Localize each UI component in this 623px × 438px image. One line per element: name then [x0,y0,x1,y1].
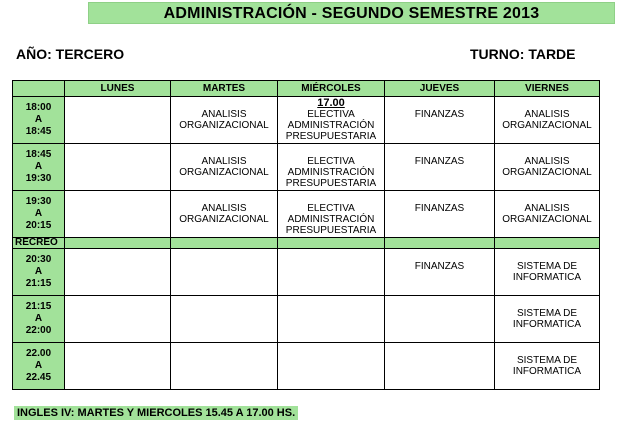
cell-text [171,343,277,355]
cell-text [278,343,384,355]
cell-viernes [495,249,600,296]
cell-jueves [385,191,495,238]
cell-lunes [65,249,171,296]
cell-text [278,296,384,308]
cell-text: ELECTIVA ADMINISTRACIÓN PRESUPUESTARIA [285,109,377,142]
cell-jueves [385,144,495,191]
time-sep: A [34,114,43,125]
time-end: 18:45 [25,126,52,137]
table-row [13,97,600,144]
time-end: 22.45 [25,372,52,383]
cell-text: ANALISIS ORGANIZACIONAL [502,203,592,225]
recreo-cell [171,238,278,249]
cell-martes [171,249,278,296]
header-cell-martes: MARTES [171,81,278,97]
cell-viernes [495,296,600,343]
recreo-label: RECREO [13,238,65,249]
cell-lunes [65,296,171,343]
time-start: 22.00 [25,348,52,359]
cell-text: SISTEMA DE INFORMATICA [512,261,582,283]
cell-text [65,191,170,203]
cell-martes [171,191,278,238]
year-label: AÑO: TERCERO [16,46,125,62]
cell-miercoles [278,144,385,191]
cell-text [65,296,170,308]
header-cell-jueves: JUEVES [385,81,495,97]
cell-lunes [65,97,171,144]
cell-martes [171,144,278,191]
cell-lunes [65,144,171,191]
page-title: ADMINISTRACIÓN - SEGUNDO SEMESTRE 2013 [88,2,615,24]
time-cell [13,191,65,238]
cell-miercoles [278,296,385,343]
cell-content [278,97,384,142]
cell-viernes [495,144,600,191]
time-start: 20:30 [25,254,52,265]
cell-text: ANALISIS ORGANIZACIONAL [179,203,269,225]
header-cell-miercoles: MIÉRCOLES [278,81,385,97]
time-sep: A [34,208,43,219]
header-row [13,81,600,97]
cell-miercoles [278,343,385,390]
time-start: 19:30 [25,196,52,207]
time-start: 18:45 [25,149,52,160]
cell-text [65,144,170,156]
cell-text: ANALISIS ORGANIZACIONAL [502,156,592,178]
cell-text: FINANZAS [414,156,465,167]
cell-martes [171,296,278,343]
time-end: 19:30 [25,173,52,184]
cell-text: FINANZAS [414,261,465,272]
cell-text: ANALISIS ORGANIZACIONAL [502,109,592,131]
time-cell [13,97,65,144]
cell-text: ELECTIVA ADMINISTRACIÓN PRESUPUESTARIA [285,156,377,189]
cell-text [65,343,170,355]
recreo-cell [65,238,171,249]
cell-jueves [385,296,495,343]
cell-miercoles [278,191,385,238]
cell-jueves [385,343,495,390]
cell-viernes [495,343,600,390]
cell-text [385,343,494,355]
cell-lunes [65,191,171,238]
cell-viernes [495,191,600,238]
miercoles-start-time: 17.00 [317,97,345,109]
time-sep: A [34,161,43,172]
cell-text: SISTEMA DE INFORMATICA [512,308,582,330]
cell-lunes [65,343,171,390]
cell-text: ANALISIS ORGANIZACIONAL [179,109,269,131]
cell-text [65,249,170,261]
time-end: 21:15 [25,278,52,289]
table-row [13,296,600,343]
time-cell [13,144,65,191]
cell-miercoles [278,249,385,296]
cell-viernes [495,97,600,144]
header-cell-lunes: LUNES [65,81,171,97]
recreo-cell [278,238,385,249]
cell-martes [171,343,278,390]
cell-text [278,249,384,261]
time-cell [13,249,65,296]
recreo-row [13,238,600,249]
time-start: 21:15 [25,301,52,312]
time-sep: A [34,313,43,324]
cell-text: FINANZAS [414,109,465,120]
header-cell-viernes: VIERNES [495,81,600,97]
recreo-cell [495,238,600,249]
time-start: 18:00 [25,102,52,113]
header-cell-time [13,81,65,97]
cell-text [171,249,277,261]
cell-text [171,296,277,308]
cell-miercoles [278,97,385,144]
cell-martes [171,97,278,144]
cell-text: ELECTIVA ADMINISTRACIÓN PRESUPUESTARIA [285,203,377,236]
cell-text: ANALISIS ORGANIZACIONAL [179,156,269,178]
footer-note: INGLES IV: MARTES Y MIERCOLES 15.45 A 17.00 HS. [14,406,298,420]
table-row [13,249,600,296]
cell-text: FINANZAS [414,203,465,214]
time-end: 20:15 [25,220,52,231]
time-cell [13,296,65,343]
cell-text: SISTEMA DE INFORMATICA [512,355,582,377]
time-sep: A [34,360,43,371]
cell-text [385,296,494,308]
table-row [13,343,600,390]
cell-text [65,97,170,109]
table-row [13,144,600,191]
schedule-table [12,80,600,390]
time-sep: A [34,266,43,277]
cell-jueves [385,249,495,296]
cell-jueves [385,97,495,144]
table-row [13,191,600,238]
time-cell [13,343,65,390]
shift-label: TURNO: TARDE [470,46,576,62]
time-end: 22:00 [25,325,52,336]
recreo-cell [385,238,495,249]
